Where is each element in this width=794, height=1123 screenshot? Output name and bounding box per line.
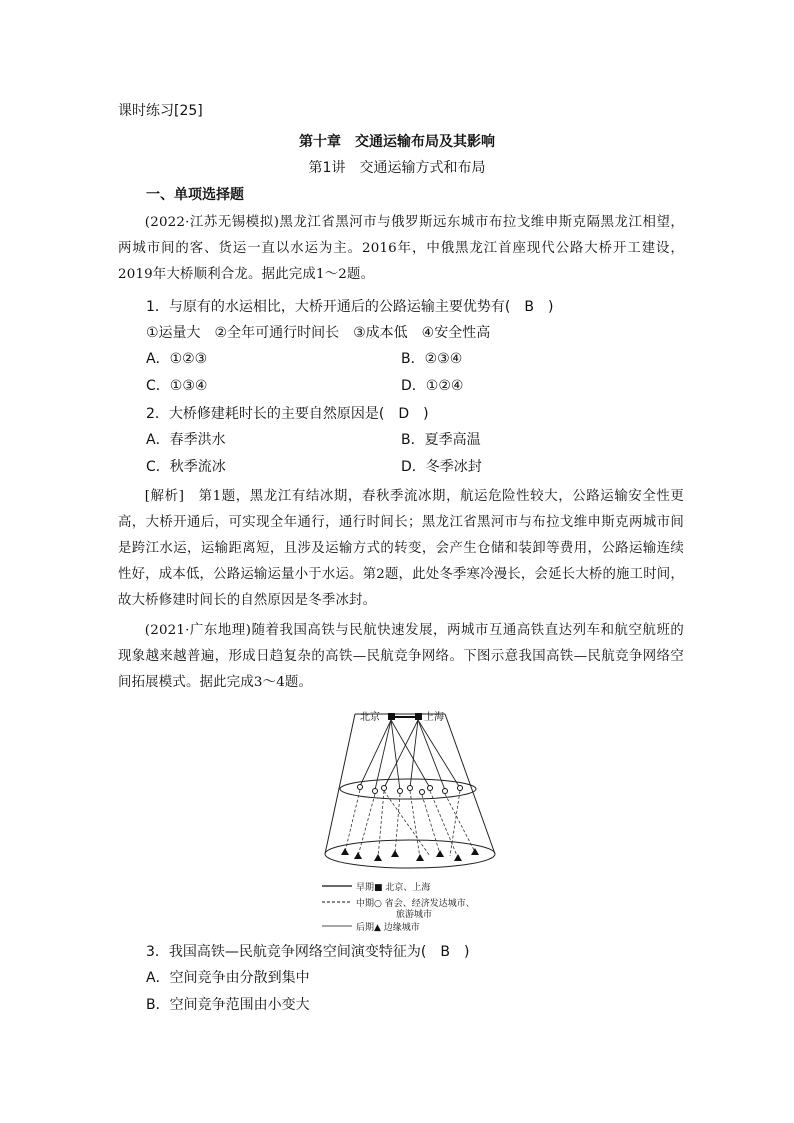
passage-1: (2022·江苏无锡模拟)黑龙江省黑河市与俄罗斯远东城市布拉戈维申斯克隔黑龙江相望，两城市间的客、货运一直以水运为主。2016年，中俄黑龙江首座现代公路大桥开工建设，2019年大桥顺利合龙。据此完成1～2题。 [118, 215, 684, 282]
cone-right-edge [445, 714, 495, 854]
late-city-markers [341, 848, 479, 861]
q1-option-c: C．①③④ [146, 378, 208, 394]
lesson-tag: 课时练习[25] [118, 103, 203, 119]
outer-ring [325, 840, 495, 868]
mid-to-late-links [345, 790, 475, 858]
q3-option-a: A．空间竞争由分散到集中 [146, 970, 310, 986]
q2-option-a: A．春季洪水 [146, 432, 226, 448]
q1-stem: 1．与原有的水运相比，大桥开通后的公路运输主要优势有( B ) [146, 299, 554, 315]
legend-mid-2: 旅游城市 [396, 910, 433, 920]
legend-mid-1: 中期○ 省会、经济发达城市、 [356, 899, 475, 909]
beijing-marker [388, 713, 395, 720]
label-shanghai: 上海 [424, 712, 444, 723]
shanghai-marker [415, 713, 422, 720]
q1-option-d: D．①②④ [401, 378, 464, 394]
section-title: 第1讲 交通运输方式和布局 [308, 160, 486, 176]
q2-option-d: D．冬季冰封 [401, 459, 482, 475]
q2-stem: 2．大桥修建耗时长的主要自然原因是( D ) [146, 406, 429, 422]
analysis: [解析] 第1题，黑龙江有结冰期，春秋季流冰期，航运危险性较大，公路运输安全性更高，大桥开通后，可实现全年通行，通行时间长；黑龙江省黑河市与布拉戈维申斯克两城市间是跨江水运，运输距离短，且涉及运输方式的转变，会产生仓储和装卸等费用，公路运输连续性好，成本低，公路运输运量小于水运。第2题，此处冬季寒冷漫长，会延长大桥的施工时间，故大桥修建时间长的自然原因是冬季冰封。 [118, 489, 684, 608]
q3-option-b: B．空间竞争范围由小变大 [146, 997, 310, 1013]
q1-choices: ①运量大 ②全年可通行时间长 ③成本低 ④安全性高 [146, 325, 491, 341]
q3-stem: 3．我国高铁—民航竞争网络空间演变特征为( B ) [146, 944, 470, 960]
label-beijing: 北京 [360, 712, 380, 723]
q1-option-a: A．①②③ [146, 351, 208, 367]
network-diagram [300, 704, 520, 934]
q1-option-b: B．②③④ [401, 351, 463, 367]
q2-option-b: B．夏季高温 [401, 432, 481, 448]
passage-2: (2021·广东地理)随着我国高铁与民航快速发展，两城市互通高铁直达列车和航空航班的现象越来越普遍，形成日趋复杂的高铁—民航竞争网络。下图示意我国高铁—民航竞争网络空间拓展模式。据此完成3～4题。 [118, 623, 684, 690]
legend-late: 后期▲ 边缘城市 [356, 923, 420, 933]
q2-option-c: C．秋季流冰 [146, 459, 226, 475]
part-title: 一、单项选择题 [146, 187, 244, 203]
chapter-title: 第十章 交通运输布局及其影响 [299, 134, 495, 150]
legend-early: 早期■ 北京、上海 [356, 883, 431, 893]
